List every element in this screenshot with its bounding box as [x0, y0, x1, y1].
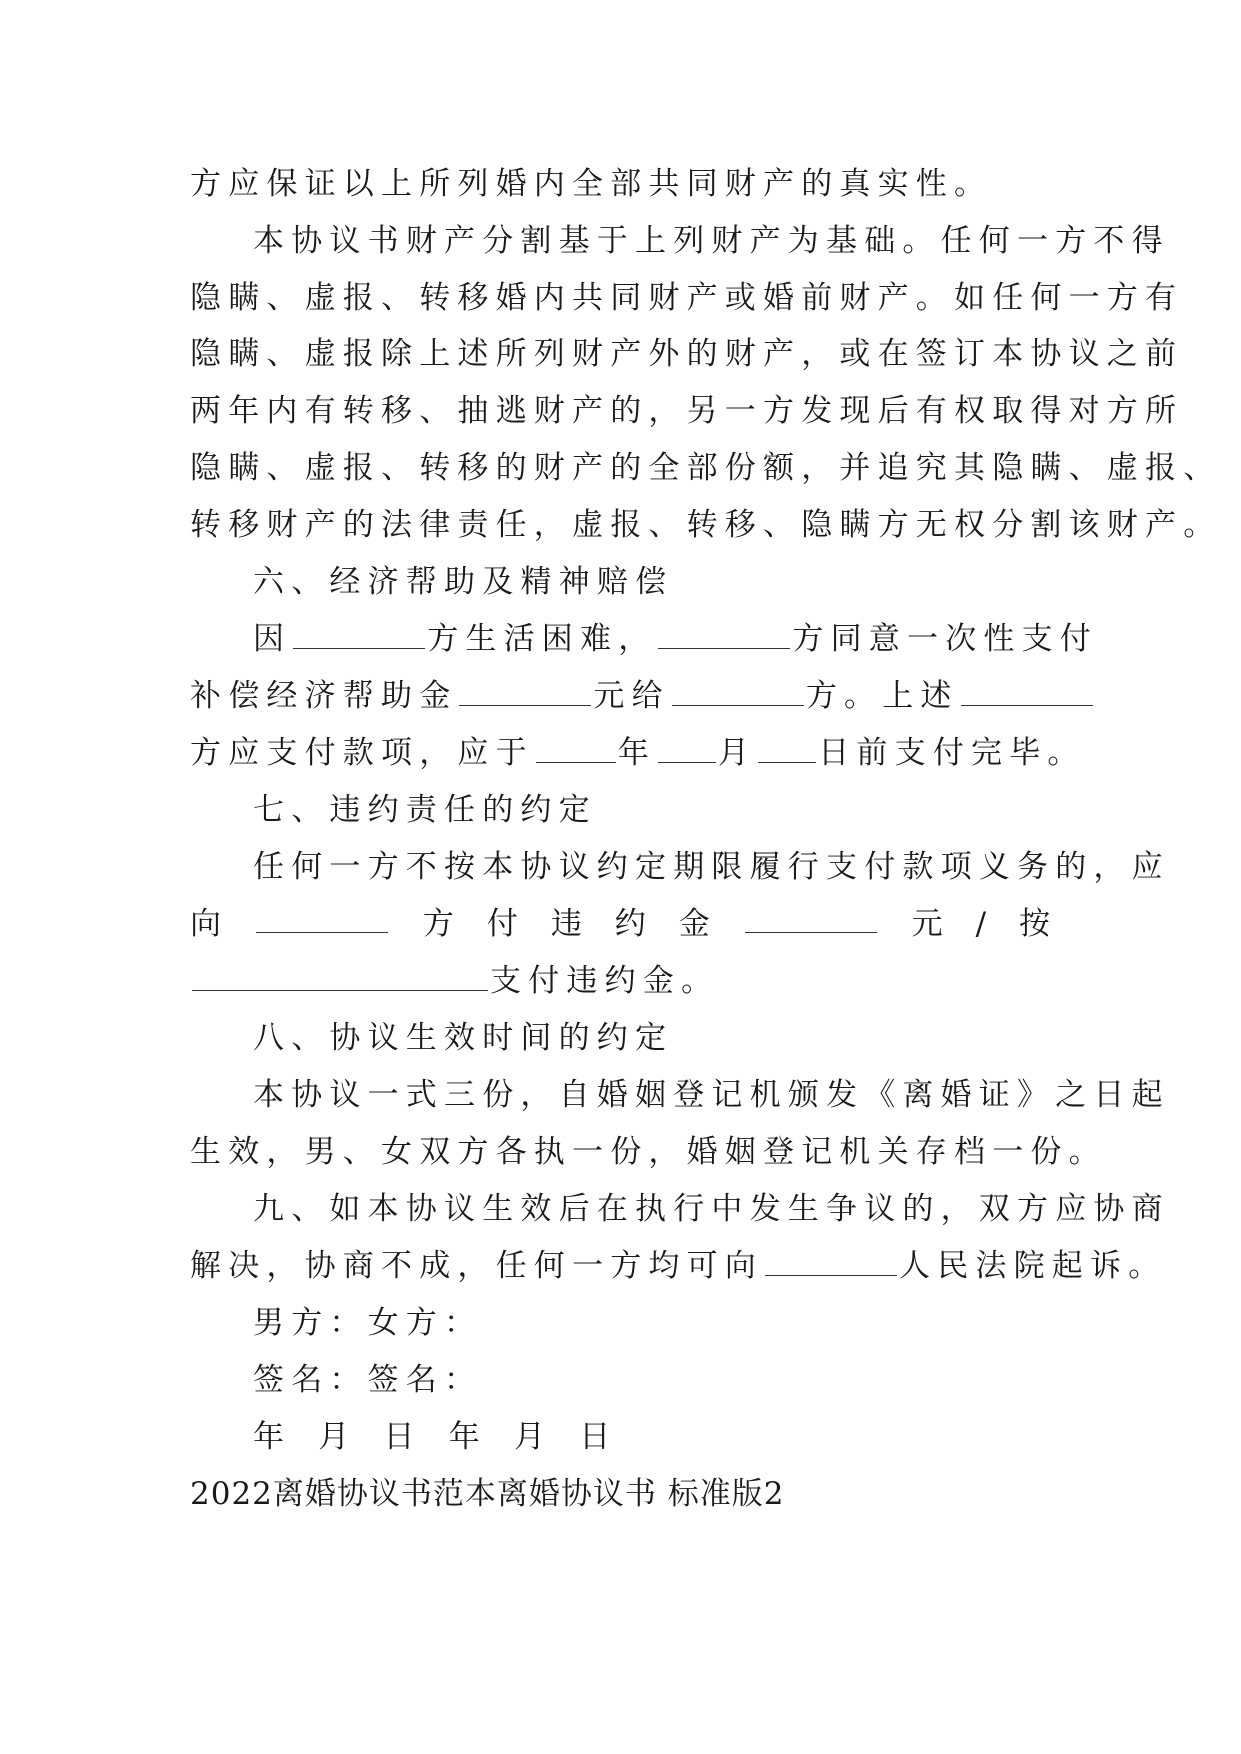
dispute-text: 解决，协商不成，任何一方均可向	[190, 1248, 763, 1284]
aid-text: 因	[253, 621, 292, 657]
penalty-line-3	[190, 959, 1050, 1003]
fill-blank	[658, 732, 716, 763]
fill-blank	[192, 960, 488, 991]
penalty-text: 按	[1018, 906, 1050, 942]
penalty-line	[190, 902, 1050, 946]
paragraph-line: 生效，男、女双方各执一份，婚姻登记机关存档一份。	[190, 1134, 1107, 1170]
dispute-line	[190, 1244, 1167, 1288]
fill-blank	[961, 675, 1093, 706]
aid-text: 日前支付完毕。	[818, 735, 1086, 771]
date-line: 年 月 日 年 月 日	[253, 1419, 618, 1455]
next-document-title: 2022离婚协议书范本离婚协议书 标准版2	[190, 1476, 785, 1512]
fill-blank	[459, 675, 591, 706]
parties-line: 男方：女方：	[253, 1305, 483, 1341]
paragraph-line: 转移财产的法律责任，虚报、转移、隐瞒方无权分割该财产。	[190, 507, 1222, 543]
fill-blank	[745, 902, 877, 933]
penalty-text: 向	[190, 906, 221, 942]
aid-text: 元给	[593, 678, 670, 714]
aid-text: 年	[617, 735, 657, 771]
fill-blank	[758, 732, 816, 763]
aid-text: 补偿经济帮助金	[190, 678, 458, 714]
penalty-text: 付	[486, 906, 518, 942]
penalty-text: /	[975, 906, 987, 942]
fill-blank	[765, 1245, 897, 1276]
fill-blank	[293, 618, 425, 649]
penalty-text: 方	[422, 906, 454, 942]
paragraph-line: 隐瞒、虚报、转移的财产的全部份额，并追究其隐瞒、虚报、	[190, 450, 1222, 486]
paragraph-line: 本协议一式三份，自婚姻登记机颁发《离婚证》之日起	[253, 1077, 1170, 1113]
signature-line: 签名：签名：	[253, 1362, 483, 1398]
paragraph-line: 方应保证以上所列婚内全部共同财产的真实性。	[190, 166, 993, 202]
aid-text: 方应支付款项，应于	[190, 735, 534, 771]
aid-line-1	[253, 617, 1099, 661]
penalty-text: 约	[614, 906, 646, 942]
paragraph-line: 任何一方不按本协议约定期限履行支付款项义务的，应	[253, 849, 1170, 885]
paragraph-line: 隐瞒、虚报除上述所列财产外的财产，或在签订本协议之前	[190, 336, 1184, 372]
penalty-text: 金	[678, 906, 710, 942]
dispute-text: 人民法院起诉。	[899, 1248, 1167, 1284]
section-heading: 七、违约责任的约定	[253, 792, 597, 828]
paragraph-line: 本协议书财产分割基于上列财产为基础。任何一方不得	[253, 223, 1170, 259]
section-heading: 八、协议生效时间的约定	[253, 1020, 674, 1056]
aid-text: 方。上述	[805, 678, 959, 714]
penalty-text: 支付违约金。	[490, 963, 720, 999]
aid-line-2	[190, 674, 1050, 718]
aid-text: 方同意一次性支付	[792, 621, 1099, 657]
aid-text: 方生活困难，	[427, 621, 657, 657]
aid-line-3	[190, 731, 1086, 775]
fill-blank	[658, 618, 790, 649]
penalty-text: 元	[911, 906, 943, 942]
penalty-text: 违	[550, 906, 582, 942]
aid-text: 月	[718, 735, 757, 771]
paragraph-line: 两年内有转移、抽逃财产的，另一方发现后有权取得对方所	[190, 393, 1184, 429]
section-heading: 六、经济帮助及精神赔偿	[253, 564, 674, 600]
paragraph-line: 隐瞒、虚报、转移婚内共同财产或婚前财产。如任何一方有	[190, 280, 1184, 316]
paragraph-line: 九、如本协议生效后在执行中发生争议的，双方应协商	[253, 1191, 1170, 1227]
fill-blank	[536, 732, 616, 763]
fill-blank	[256, 902, 388, 933]
fill-blank	[672, 675, 804, 706]
